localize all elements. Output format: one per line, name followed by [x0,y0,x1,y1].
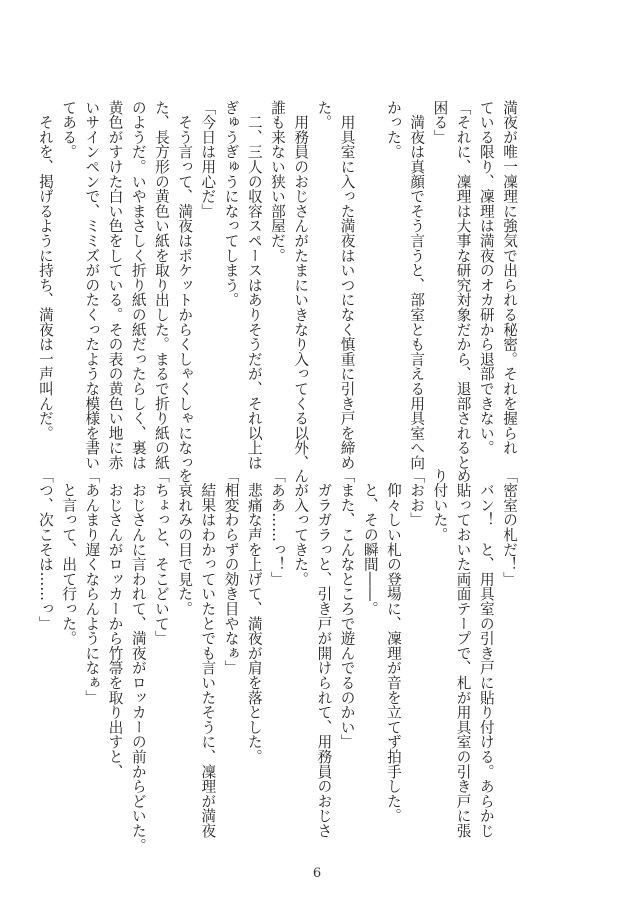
text-line: んが入ってきた。 [292,468,310,587]
text-line: 「つ、次こそは……っ」 [36,468,54,631]
text-line: 「ああ……っ！」 [268,468,286,587]
text-line: 「ちょっと、そこどいて」 [152,468,170,646]
text-line: り付いた。 [431,468,449,542]
text-line: そう言って、満夜はポケットからくしゃくしゃになっ [176,100,194,470]
text-line: た、長方形の黄色い紙を取り出した。まるで折り紙の紙 [152,100,170,470]
text-line: 「また、こんなところで遊んでるのかい」 [338,468,356,750]
text-line: 「今日は用心だ」 [199,100,217,219]
text-line: 満夜が唯一凜理に強気で出られる秘密。それを握られ [501,100,518,456]
text-line: 誰も来ない狭い部屋だ。 [268,100,286,263]
page-number: 6 [312,866,322,881]
text-line: 二、三人の収容スペースはありそうだが、それ以上は [245,100,263,470]
text-line: おじさんがロッカーから竹箒を取り出すと、 [106,468,124,779]
text-line: め貼っておいた両面テープで、札が用具室の引き戸に張 [454,468,472,838]
text-line: 仰々しい札の登場に、凜理が音を立てず拍手した。 [384,468,402,824]
text-line: ぎゅうぎゅうになってしまう。 [222,100,240,308]
text-line: た。 [315,100,333,130]
text-line: 満夜は真顔でそう言うと、部室とも言える用具室へ向 [408,100,426,470]
text-line: 困る」 [431,100,449,145]
upper-text-block [36,100,521,470]
text-line: 「相変わらずの効き目やなぁ」 [222,468,240,676]
text-line: いサインペンで、ミミズがのたくったような模様を書い [83,100,101,470]
text-line: 「それに、凜理は大事な研究対象だから、退部されると [454,100,472,470]
text-line: それを、掲げるように持ち、満夜は一声叫んだ。 [36,100,54,441]
text-line: 「あんまり遅くならんようになぁ」 [83,468,101,705]
text-line: かった。 [384,100,402,160]
text-line: 用務員のおじさんがたまにいきなり入ってくる以外、 [292,100,310,470]
text-line: と言って、出て行った。 [60,468,78,646]
text-line [359,100,382,380]
text-line: 「密室の札だ！」 [501,468,518,587]
text-line: と、その瞬間――。 [361,468,379,616]
lower-text-block [36,468,521,853]
text-line: を哀れみの目で見た。 [176,468,194,616]
text-line: 「おお」 [408,468,426,528]
text-line: バン！ と、用具室の引き戸に貼り付ける。あらかじ [477,468,495,838]
text-line: ている限り、凜理は満夜のオカ研から退部できない。 [477,100,495,456]
text-line: のようだ。いやまさしく折り紙の紙だったらしく、裏は [129,100,147,470]
text-line: 用具室に入った満夜はいつになく慎重に引き戸を締め [338,100,356,470]
text-line: 結果はわかっていたとでも言いたそうに、凜理が満夜 [199,468,217,838]
text-line: 黄色がすけた白い色をしている。その表の黄色い地に赤 [106,100,124,470]
text-line: ガラガラっと、引き戸が開けられて、用務員のおじさ [315,468,333,838]
text-line: 悲痛な声を上げて、満夜が肩を落とした。 [245,468,263,764]
text-line: てある。 [60,100,78,160]
text-line: おじさんに言われて、満夜がロッカーの前からどいた。 [129,468,147,853]
